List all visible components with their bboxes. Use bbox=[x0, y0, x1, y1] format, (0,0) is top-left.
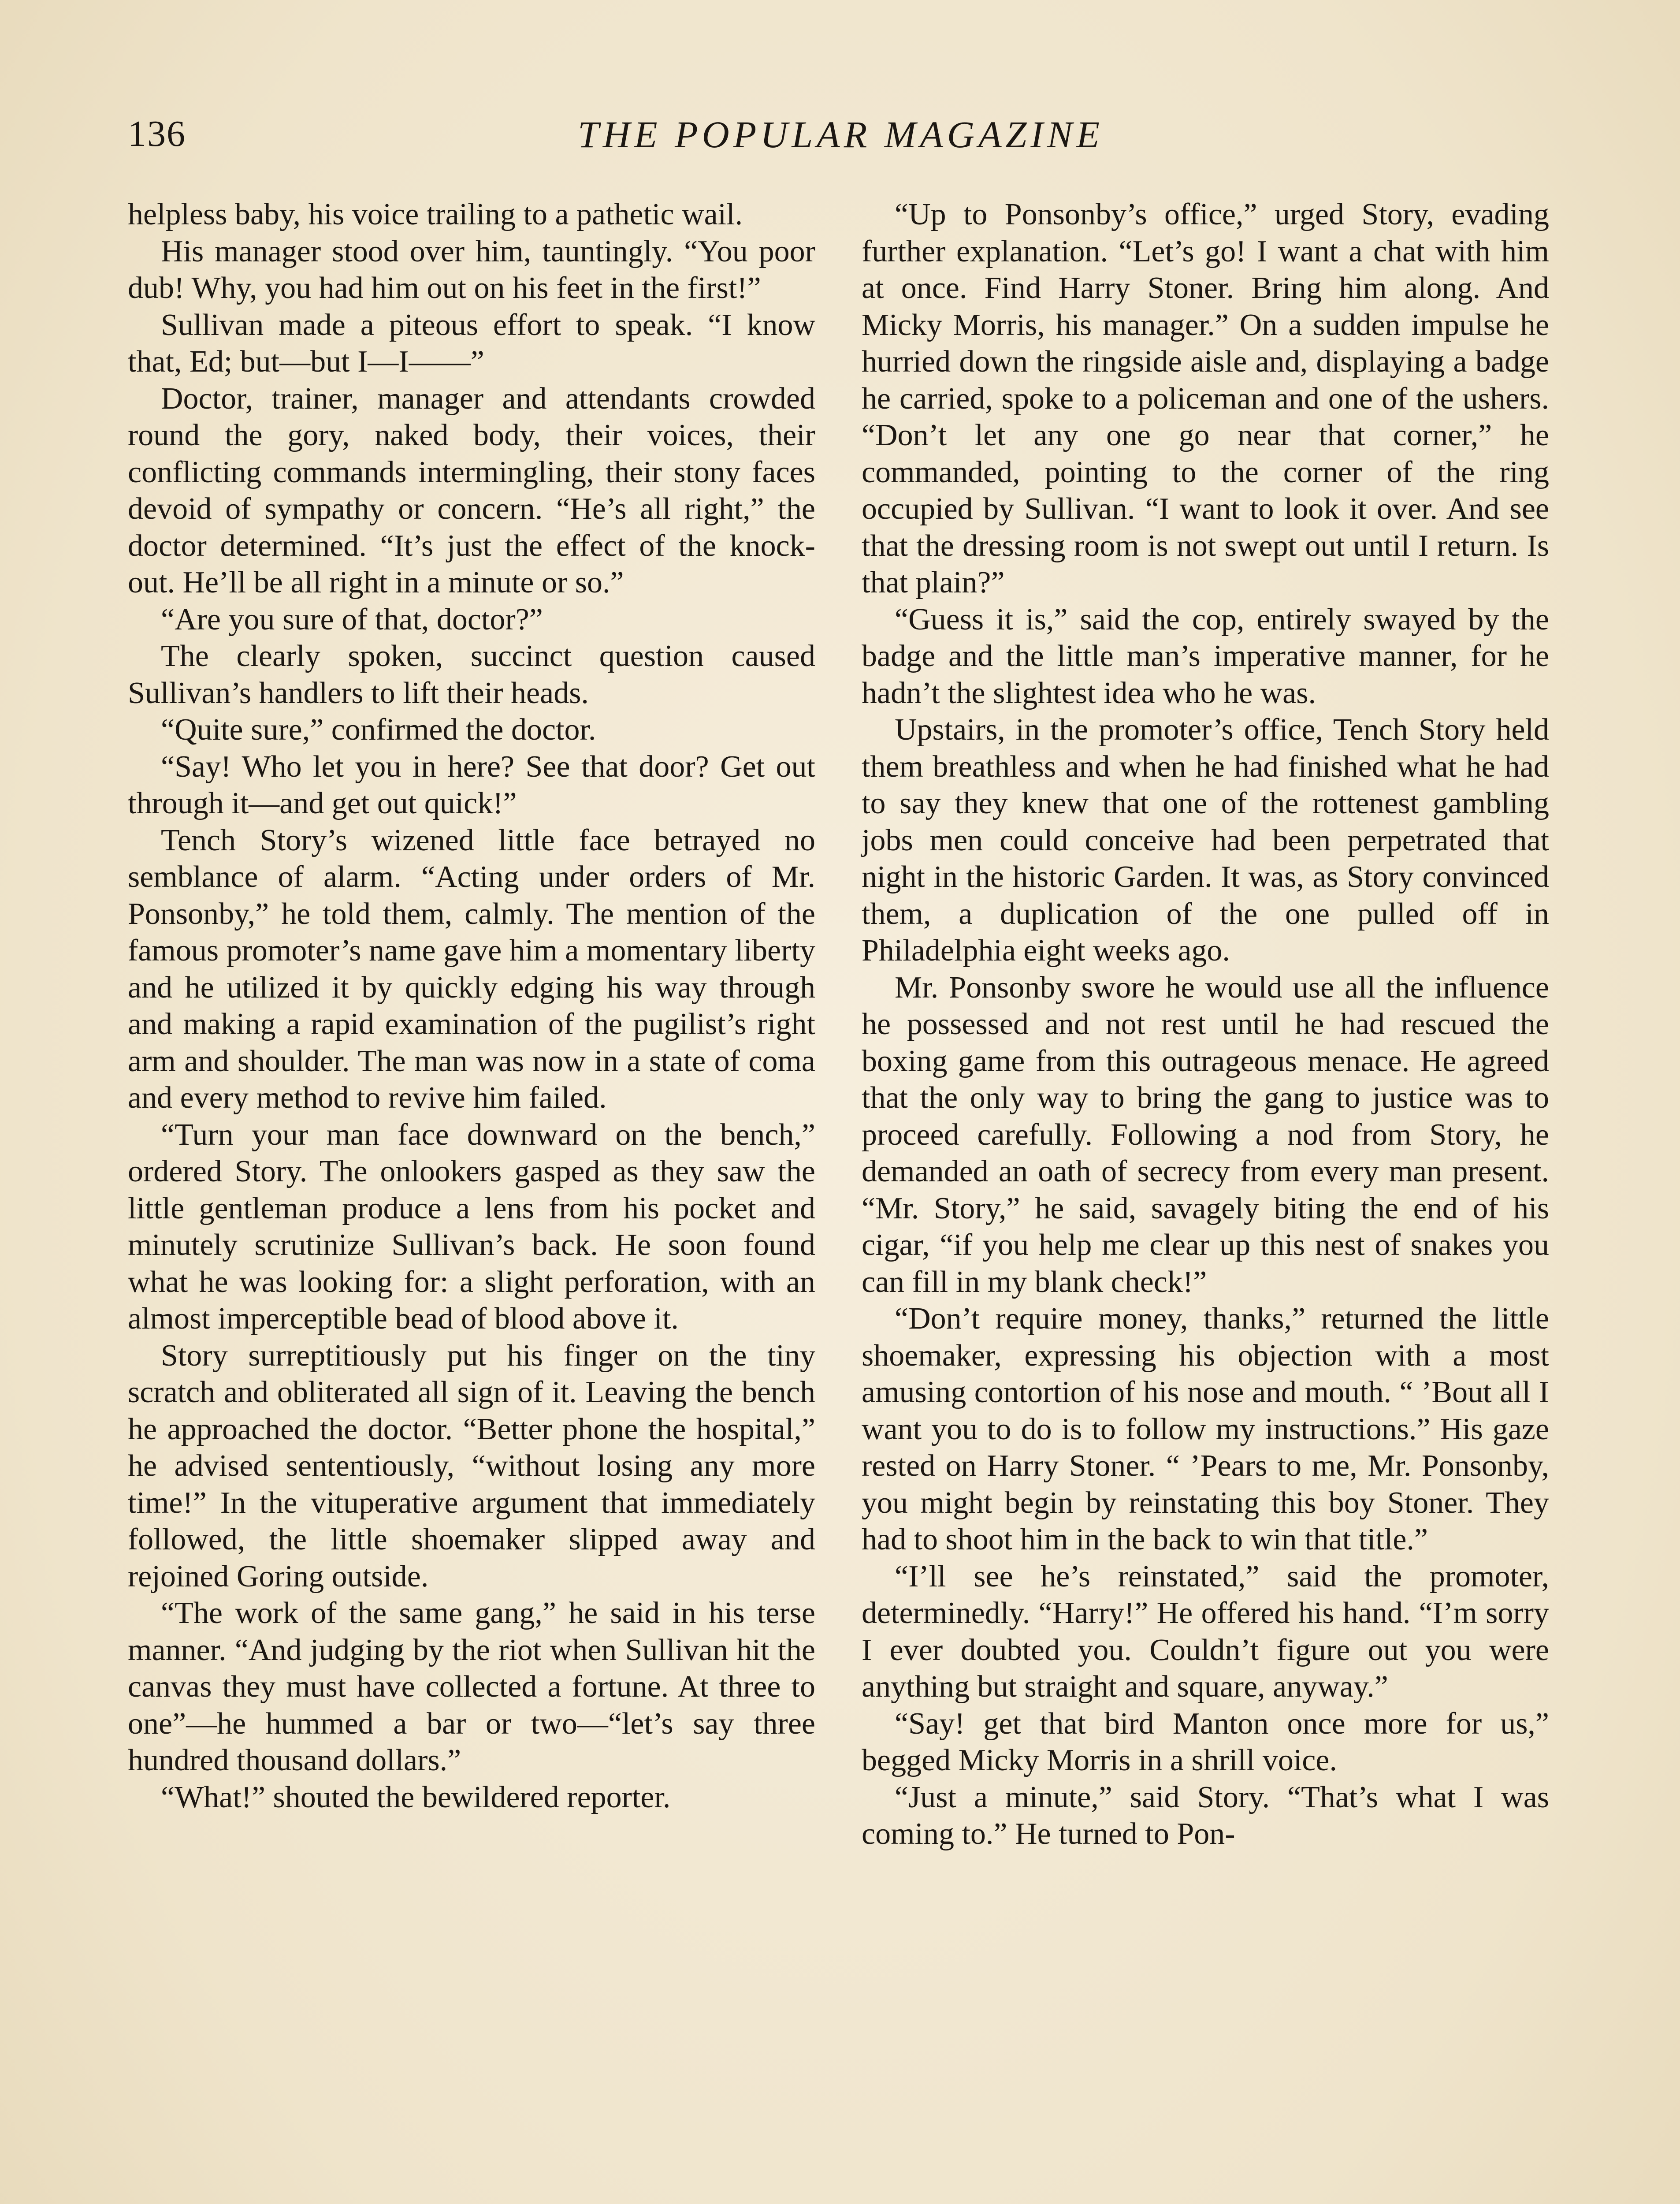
paragraph: Doctor, trainer, manager and attendants crowded round the gory, naked body, their voices, their conflicting commands intermingling, their stony faces devoid of sympathy or concern. “He’s all right,” the doctor determined. “It’s just the effect of the knock-out. He’ll be all right in a minute or so.” bbox=[128, 381, 815, 599]
paragraph: “I’ll see he’s reinstated,” said the promoter, determinedly. “Harry!” He offered his hand. “I’m sorry I ever doubted you. Couldn’t figure out you were anything but straight and square, anyway.” bbox=[862, 1559, 1549, 1704]
left-column bbox=[128, 196, 815, 1816]
paragraph: “Don’t require money, thanks,” returned the little shoemaker, expressing his objection with a most amusing contortion of his nose and mouth. “ ’Bout all I want you to do is to follow my instructions.” His gaze rested on Harry Stoner. “ ’Pears to me, Mr. Ponsonby, you might begin by reinstating this boy Stoner. They had to shoot him in the back to win that title.” bbox=[862, 1302, 1549, 1556]
paragraph: “The work of the same gang,” he said in his terse manner. “And judging by the riot when Sullivan hit the canvas they must have collected a fortune. At three to one”—he hummed a bar or two—“let’s say three hundred thousand dollars.” bbox=[128, 1596, 815, 1777]
paragraph: “Just a minute,” said Story. “That’s what I was coming to.” He turned to Pon- bbox=[862, 1780, 1549, 1851]
running-head: THE POPULAR MAGAZINE bbox=[578, 113, 1104, 156]
right-column bbox=[862, 196, 1549, 1853]
paragraph: Story surreptitiously put his finger on the tiny scratch and obliterated all sign of it. Leaving the bench he approached the doctor. “Better phone the hospital,” he advised sententiously, “without losing any more time!” In the vituperative argument that immediately followed, the little shoemaker slipped away and rejoined Goring outside. bbox=[128, 1338, 815, 1593]
paragraph: “Say! Who let you in here? See that door? Get out through it—and get out quick!” bbox=[128, 749, 815, 820]
page-number: 136 bbox=[128, 113, 186, 154]
paragraph: Upstairs, in the promoter’s office, Tench Story held them breathless and when he had finished what he had to say they knew that one of the rottenest gambling jobs men could conceive had been perpetrated that night in the historic Garden. It was, as Story convinced them, a duplication of the one pulled off in Philadelphia eight weeks ago. bbox=[862, 713, 1549, 968]
paragraph: His manager stood over him, tauntingly. “You poor dub! Why, you had him out on his feet in the first!” bbox=[128, 234, 815, 305]
page-header bbox=[128, 112, 1554, 161]
paragraph: “Guess it is,” said the cop, entirely swayed by the badge and the little man’s imperative manner, for he hadn’t the slightest idea who he was. bbox=[862, 602, 1549, 710]
paragraph: The clearly spoken, succinct question caused Sullivan’s handlers to lift their heads. bbox=[128, 639, 815, 710]
paragraph: Tench Story’s wizened little face betrayed no semblance of alarm. “Acting under orders of Mr. Ponsonby,” he told them, calmly. The mention of the famous promoter’s name gave him a momentary liberty and he utilized it by quickly edging his way through and making a rapid examination of the pugilist’s right arm and shoulder. The man was now in a state of coma and every method to revive him failed. bbox=[128, 823, 815, 1115]
paragraph: Sullivan made a piteous effort to speak. “I know that, Ed; but—but I—I——” bbox=[128, 308, 815, 379]
paragraph: “Are you sure of that, doctor?” bbox=[161, 602, 543, 637]
paragraph: “What!” shouted the bewildered reporter. bbox=[161, 1780, 671, 1814]
paragraph: Mr. Ponsonby swore he would use all the influence he possessed and not rest until he had rescued the boxing game from this outrageous menace. He agreed that the only way to bring the gang to justice was to proceed carefully. Following a nod from Story, he demanded an oath of secrecy from every man present. “Mr. Story,” he said, savagely biting the end of his cigar, “if you help me clear up this nest of snakes you can fill in my blank check!” bbox=[862, 970, 1549, 1299]
paragraph: “Say! get that bird Manton once more for us,” begged Micky Morris in a shrill voice. bbox=[862, 1706, 1549, 1777]
paragraph: helpless baby, his voice trailing to a pathetic wail. bbox=[128, 197, 743, 231]
paragraph: “Quite sure,” confirmed the doctor. bbox=[161, 713, 596, 747]
paragraph: “Turn your man face downward on the bench,” ordered Story. The onlookers gasped as they saw the little gentleman produce a lens from his pocket and minutely scrutinize Sullivan’s back. He soon found what he was looking for: a slight perforation, with an almost imperceptible bead of blood above it. bbox=[128, 1117, 815, 1336]
paragraph: “Up to Ponsonby’s office,” urged Story, evading further explanation. “Let’s go! I want a chat with him at once. Find Harry Stoner. Bring him along. And Micky Morris, his manager.” On a sudden impulse he hurried down the ringside aisle and, displaying a badge he carried, spoke to a policeman and one of the ushers. “Don’t let any one go near that corner,” he commanded, pointing to the corner of the ring occupied by Sullivan. “I want to look it over. And see that the dressing room is not swept out until I return. Is that plain?” bbox=[862, 197, 1549, 599]
